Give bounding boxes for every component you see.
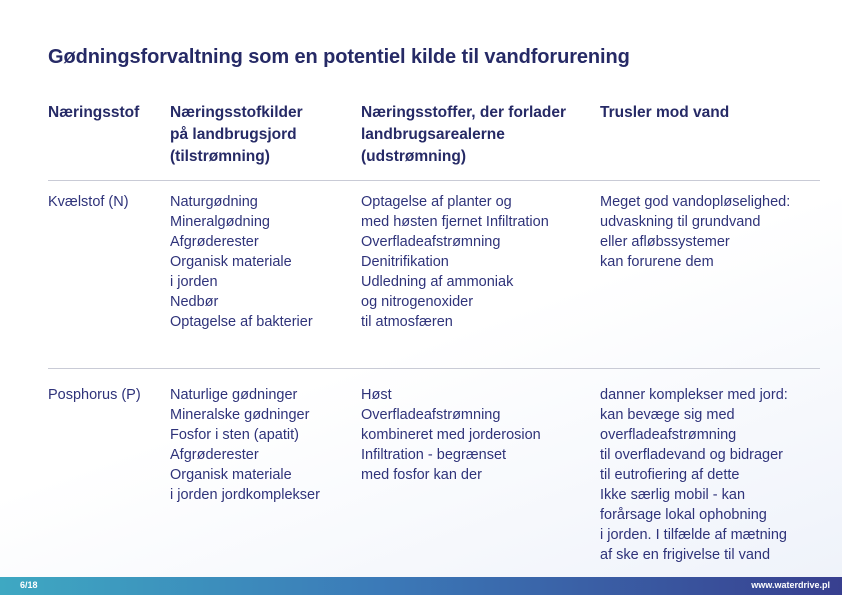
row-phosphorus-threats: danner komplekser med jord: kan bevæge sig med overfladeafstrømning til overfladevand og bidrager til eutrofiering af dette Ikke særlig mobil - kan forårsage lokal ophobning i jorden. I tilfælde af mætning af ske en frigivelse til vand: [600, 387, 788, 563]
page-title: Gødningsforvaltning som en potentiel kilde til vandforurening: [48, 46, 630, 68]
row-nitrogen-sources: Naturgødning Mineralgødning Afgrøderester Organisk materiale i jorden Nedbør Optagelse af bakterier: [170, 194, 313, 330]
header-threats: Trusler mod vand: [600, 104, 730, 121]
row-phosphorus-nutrient: Posphorus (P): [48, 387, 141, 403]
footer-bar: [0, 577, 842, 595]
header-sources: Næringsstofkilder på landbrugsjord (tilstrømning): [170, 104, 303, 165]
row-nitrogen-outflow: Optagelse af planter og med høsten fjernet Infiltration Overfladeafstrømning Denitrifikation Udledning af ammoniak og nitrogenoxider til atmosfæren: [361, 194, 549, 330]
header-nutrient: Næringsstof: [48, 104, 140, 121]
page-number: 6/18: [20, 580, 38, 590]
footer-url: www.waterdrive.pl: [751, 580, 830, 590]
header-outflow: Næringsstoffer, der forlader landbrugsarealerne (udstrømning): [361, 104, 566, 165]
row-phosphorus-outflow: Høst Overfladeafstrømning kombineret med jorderosion Infiltration - begrænset med fosfor kan der: [361, 387, 541, 483]
row-nitrogen-threats: Meget god vandopløselighed: udvaskning til grundvand eller afløbssystemer kan forurene dem: [600, 194, 791, 270]
table-divider: [48, 180, 820, 181]
row-phosphorus-sources: Naturlige gødninger Mineralske gødninger Fosfor i sten (apatit) Afgrøderester Organisk materiale i jorden jordkomplekser: [170, 387, 320, 503]
row-nitrogen-nutrient: Kvælstof (N): [48, 194, 129, 210]
table-divider: [48, 368, 820, 369]
